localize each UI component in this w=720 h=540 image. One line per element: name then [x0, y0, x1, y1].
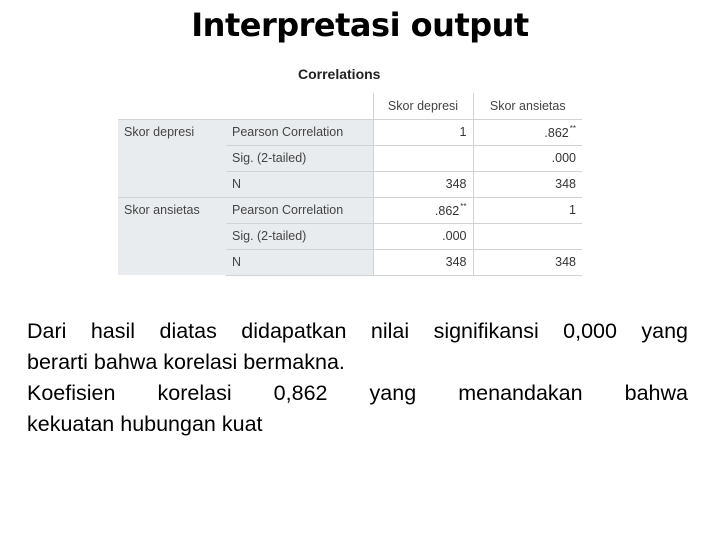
stat-label: N — [226, 171, 373, 197]
stat-label: Sig. (2-tailed) — [226, 223, 373, 249]
value-cell: 348 — [373, 249, 473, 275]
table-header-row — [118, 93, 582, 119]
significance-marker: ** — [569, 124, 576, 133]
table-row — [118, 119, 582, 145]
value-cell: .862** — [473, 119, 582, 145]
interpretation-text — [27, 316, 688, 440]
correlations-table — [118, 93, 582, 276]
value-cell: .000 — [373, 223, 473, 249]
correlations-output — [118, 66, 582, 276]
interpretation-line-2: berarti bahwa korelasi bermakna. — [27, 350, 345, 374]
header-empty-2 — [226, 93, 373, 119]
interpretation-line-3: Koefisien korelasi 0,862 yang menandakan bahwa — [27, 381, 688, 405]
interpretation-line-1: Dari hasil diatas didapatkan nilai signifikansi 0,000 yang — [27, 319, 688, 343]
value-cell — [373, 145, 473, 171]
significance-marker: ** — [460, 202, 467, 211]
value-cell: 348 — [373, 171, 473, 197]
table-title: Correlations — [298, 66, 381, 82]
value-cell — [473, 223, 582, 249]
stat-label: Pearson Correlation — [226, 119, 373, 145]
value-cell: .000 — [473, 145, 582, 171]
row-group-label: Skor ansietas — [118, 197, 226, 275]
slide-title: Interpretasi output — [191, 6, 529, 44]
value-cell: 348 — [473, 171, 582, 197]
header-empty-1 — [118, 93, 226, 119]
header-skor-ansietas: Skor ansietas — [473, 93, 582, 119]
stat-label: Sig. (2-tailed) — [226, 145, 373, 171]
header-skor-depresi: Skor depresi — [373, 93, 473, 119]
row-group-label: Skor depresi — [118, 119, 226, 197]
stat-label: Pearson Correlation — [226, 197, 373, 223]
value-cell: 1 — [373, 119, 473, 145]
value-cell: 348 — [473, 249, 582, 275]
interpretation-line-4: kekuatan hubungan kuat — [27, 412, 263, 436]
table-row — [118, 197, 582, 223]
value-cell: .862** — [373, 197, 473, 223]
stat-label: N — [226, 249, 373, 275]
value-cell: 1 — [473, 197, 582, 223]
